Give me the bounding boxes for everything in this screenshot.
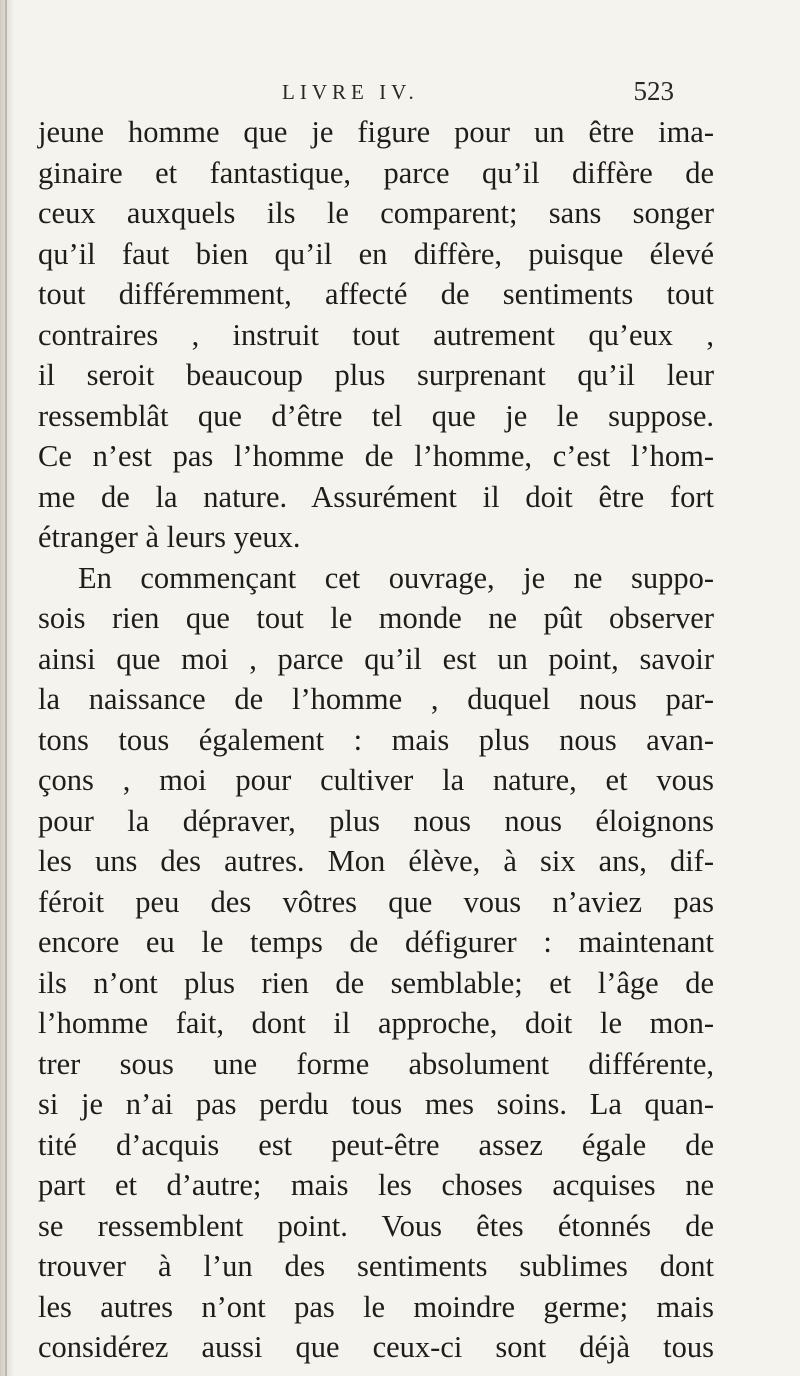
- text-line: étranger à leurs yeux.: [38, 520, 301, 554]
- text-line: ceux auxquels ils le comparent; sans songer: [38, 196, 714, 230]
- text-line: Ce n’est pas l’homme de l’homme, c’est l’hom-: [38, 439, 714, 473]
- text-line: se ressemblent point. Vous êtes étonnés de: [38, 1208, 714, 1243]
- text-line: me de la nature. Assurément il doit être fort: [38, 479, 714, 514]
- text-line: féroit peu des vôtres que vous n’aviez pas: [38, 884, 714, 919]
- binding-gutter-shadow: [0, 0, 14, 1376]
- text-line: trouver à l’un des sentiments sublimes dont: [38, 1249, 714, 1283]
- text-line: ils n’ont plus rien de semblable; et l’âge de: [38, 965, 714, 1000]
- text-line: considérez aussi que ceux-ci sont déjà tous: [38, 1330, 714, 1364]
- text-line: les uns des autres. Mon élève, à six ans, dif-: [38, 844, 714, 878]
- text-line: En commençant cet ouvrage, je ne suppo-: [78, 560, 714, 595]
- binding-gutter-line: [5, 0, 7, 1376]
- text-line: les autres n’ont pas le moindre germe; mais: [38, 1289, 714, 1324]
- text-line: trer sous une forme absolument différente,: [38, 1046, 714, 1081]
- text-line: sois rien que tout le monde ne pût observer: [38, 601, 714, 635]
- text-line: la naissance de l’homme , duquel nous par-: [38, 682, 714, 716]
- text-line: pour la dépraver, plus nous nous éloignons: [38, 803, 714, 838]
- text-line: ginaire et fantastique, parce qu’il diffère de: [38, 155, 714, 190]
- text-line: ainsi que moi , parce qu’il est un point, savoir: [38, 641, 714, 676]
- text-line: tité d’acquis est peut-être assez égale de: [38, 1127, 714, 1162]
- text-line: contraires , instruit tout autrement qu’eux ,: [38, 317, 714, 352]
- text-line: tons tous également : mais plus nous avan-: [38, 722, 714, 757]
- text-line: çons , moi pour cultiver la nature, et vous: [38, 763, 714, 797]
- body-text: [38, 112, 714, 1368]
- page-header: [190, 76, 674, 112]
- text-line: encore eu le temps de défigurer : maintenant: [38, 925, 714, 959]
- running-head: LIVRE IV.: [282, 80, 419, 104]
- page-number: 523: [633, 76, 674, 106]
- text-line: ressemblât que d’être tel que je le suppose.: [38, 398, 714, 433]
- text-line: l’homme fait, dont il approche, doit le mon-: [38, 1006, 714, 1040]
- text-line: tout différemment, affecté de sentiments tout: [38, 277, 714, 311]
- text-line: jeune homme que je figure pour un être ima-: [38, 115, 714, 149]
- text-line: si je n’ai pas perdu tous mes soins. La quan-: [38, 1087, 714, 1121]
- text-line: part et d’autre; mais les choses acquises ne: [38, 1168, 714, 1202]
- text-line: il seroit beaucoup plus surprenant qu’il leur: [38, 358, 714, 392]
- text-line: qu’il faut bien qu’il en diffère, puisque élevé: [38, 236, 714, 271]
